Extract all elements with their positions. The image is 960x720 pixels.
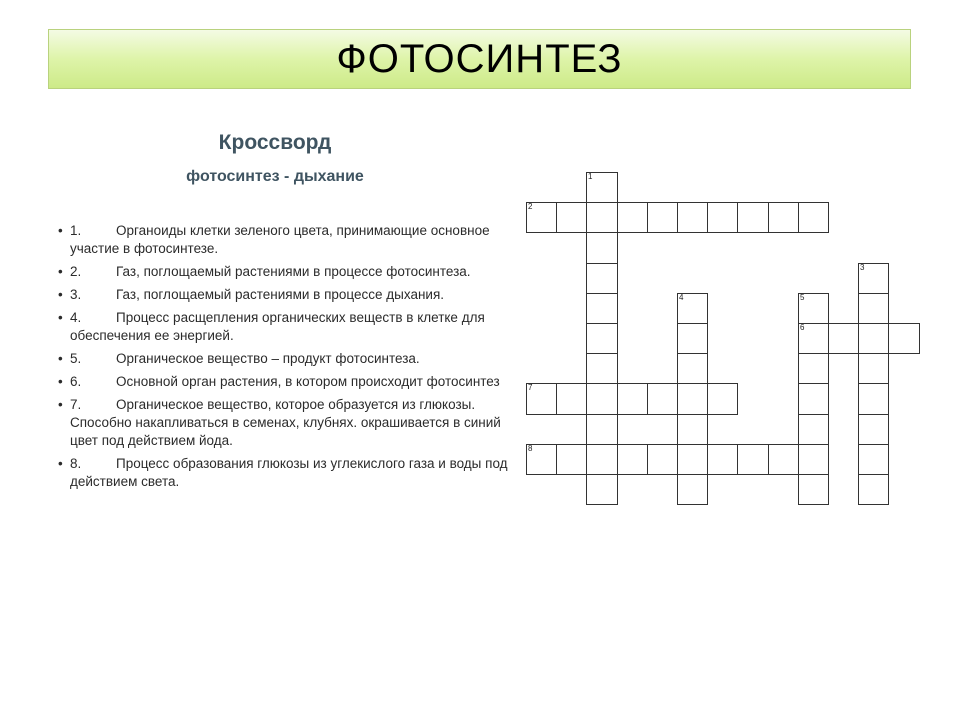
clue-number: 8.: [70, 456, 82, 471]
crossword-cell[interactable]: [858, 323, 889, 354]
crossword-cell[interactable]: [677, 202, 708, 233]
clue-item: [58, 455, 508, 491]
cell-number: 7: [528, 383, 533, 392]
crossword-cell[interactable]: [677, 383, 708, 415]
crossword-cell[interactable]: [677, 353, 708, 384]
crossword-cell[interactable]: [737, 444, 769, 475]
crossword-cell[interactable]: [677, 323, 708, 354]
crossword-cell[interactable]: [858, 383, 889, 415]
crossword-cell[interactable]: [798, 383, 829, 415]
crossword-cell[interactable]: [707, 444, 738, 475]
clue-text: Газ, поглощаемый растениями в процессе дыхания.: [116, 287, 445, 302]
clue-text: Газ, поглощаемый растениями в процессе фотосинтеза.: [116, 264, 471, 279]
crossword-cell[interactable]: [586, 323, 618, 354]
clue-item: [58, 350, 508, 368]
crossword-cell[interactable]: [617, 202, 648, 233]
cell-number: 3: [860, 263, 865, 272]
crossword-cell[interactable]: [858, 414, 889, 445]
crossword-cell[interactable]: [586, 444, 618, 475]
crossword-cell[interactable]: [858, 353, 889, 384]
crossword-cell[interactable]: [586, 353, 618, 384]
crossword-cell[interactable]: [677, 444, 708, 475]
clue-number: 3.: [70, 287, 82, 302]
clue-number: 2.: [70, 264, 82, 279]
crossword-cell[interactable]: [526, 383, 557, 415]
clue-item: [58, 373, 508, 391]
crossword-cell[interactable]: [768, 202, 799, 233]
crossword-cell[interactable]: [677, 293, 708, 324]
crossword-cell[interactable]: [526, 444, 557, 475]
crossword-cell[interactable]: [556, 202, 587, 233]
crossword-cell[interactable]: [707, 202, 738, 233]
crossword-cell[interactable]: [798, 323, 829, 354]
crossword-cell[interactable]: [888, 323, 920, 354]
clue-item: [58, 263, 508, 281]
clue-item: [58, 222, 508, 258]
cell-number: 1: [588, 172, 593, 181]
crossword-cell[interactable]: [677, 474, 708, 505]
crossword-cell[interactable]: [586, 202, 618, 233]
clue-item: [58, 309, 508, 345]
crossword-cell[interactable]: [526, 202, 557, 233]
clue-item: [58, 396, 508, 450]
clue-number: 5.: [70, 351, 82, 366]
crossword-cell[interactable]: [798, 202, 829, 233]
cell-number: 4: [679, 293, 684, 302]
crossword-cell[interactable]: [798, 444, 829, 475]
crossword-cell[interactable]: [647, 444, 678, 475]
clue-text: Основной орган растения, в котором происходит фотосинтез: [116, 374, 500, 389]
clue-number: 6.: [70, 374, 82, 389]
crossword-cell[interactable]: [586, 293, 618, 324]
crossword-cell[interactable]: [768, 444, 799, 475]
title-banner: [48, 29, 911, 89]
crossword-cell[interactable]: [798, 353, 829, 384]
clue-number: 7.: [70, 397, 82, 412]
cell-number: 6: [800, 323, 805, 332]
crossword-cell[interactable]: [556, 383, 587, 415]
clue-text: Процесс образования глюкозы из углекислого газа и воды под действием света.: [70, 456, 508, 489]
clue-list: [58, 222, 508, 496]
crossword-cell[interactable]: [586, 172, 618, 203]
crossword-cell[interactable]: [586, 474, 618, 505]
crossword-cell[interactable]: [647, 383, 678, 415]
crossword-subheading: фотосинтез - дыхание: [186, 168, 364, 185]
cell-number: 5: [800, 293, 805, 302]
crossword-cell[interactable]: [586, 232, 618, 264]
crossword-cell[interactable]: [858, 293, 889, 324]
cell-number: 2: [528, 202, 533, 211]
crossword-cell[interactable]: [798, 414, 829, 445]
page-title: ФОТОСИНТЕЗ: [336, 36, 623, 81]
clue-number: 1.: [70, 223, 82, 238]
clue-text: Органическое вещество, которое образуется из глюкозы. Способно накапливаться в семенах, клубнях. окрашивается в синий цвет под действием йода.: [70, 397, 501, 448]
clue-text: Органическое вещество – продукт фотосинтеза.: [116, 351, 420, 366]
crossword-cell[interactable]: [586, 263, 618, 294]
clue-number: 4.: [70, 310, 82, 325]
crossword-cell[interactable]: [828, 323, 859, 354]
crossword-cell[interactable]: [707, 383, 738, 415]
crossword-cell[interactable]: [586, 383, 618, 415]
crossword-cell[interactable]: [647, 202, 678, 233]
clue-text: Органоиды клетки зеленого цвета, принимающие основное участие в фотосинтезе.: [70, 223, 490, 256]
clue-item: [58, 286, 508, 304]
cell-number: 8: [528, 444, 533, 453]
crossword-cell[interactable]: [737, 202, 769, 233]
crossword-cell[interactable]: [798, 293, 829, 324]
crossword-cell[interactable]: [858, 444, 889, 475]
crossword-cell[interactable]: [677, 414, 708, 445]
crossword-cell[interactable]: [858, 263, 889, 294]
crossword-cell[interactable]: [798, 474, 829, 505]
crossword-cell[interactable]: [586, 414, 618, 445]
crossword-heading: Кроссворд: [218, 131, 332, 154]
crossword-cell[interactable]: [556, 444, 587, 475]
crossword-cell[interactable]: [858, 474, 889, 505]
crossword-cell[interactable]: [617, 383, 648, 415]
clue-text: Процесс расщепления органических веществ в клетке для обеспечения ее энергией.: [70, 310, 485, 343]
crossword-cell[interactable]: [617, 444, 648, 475]
